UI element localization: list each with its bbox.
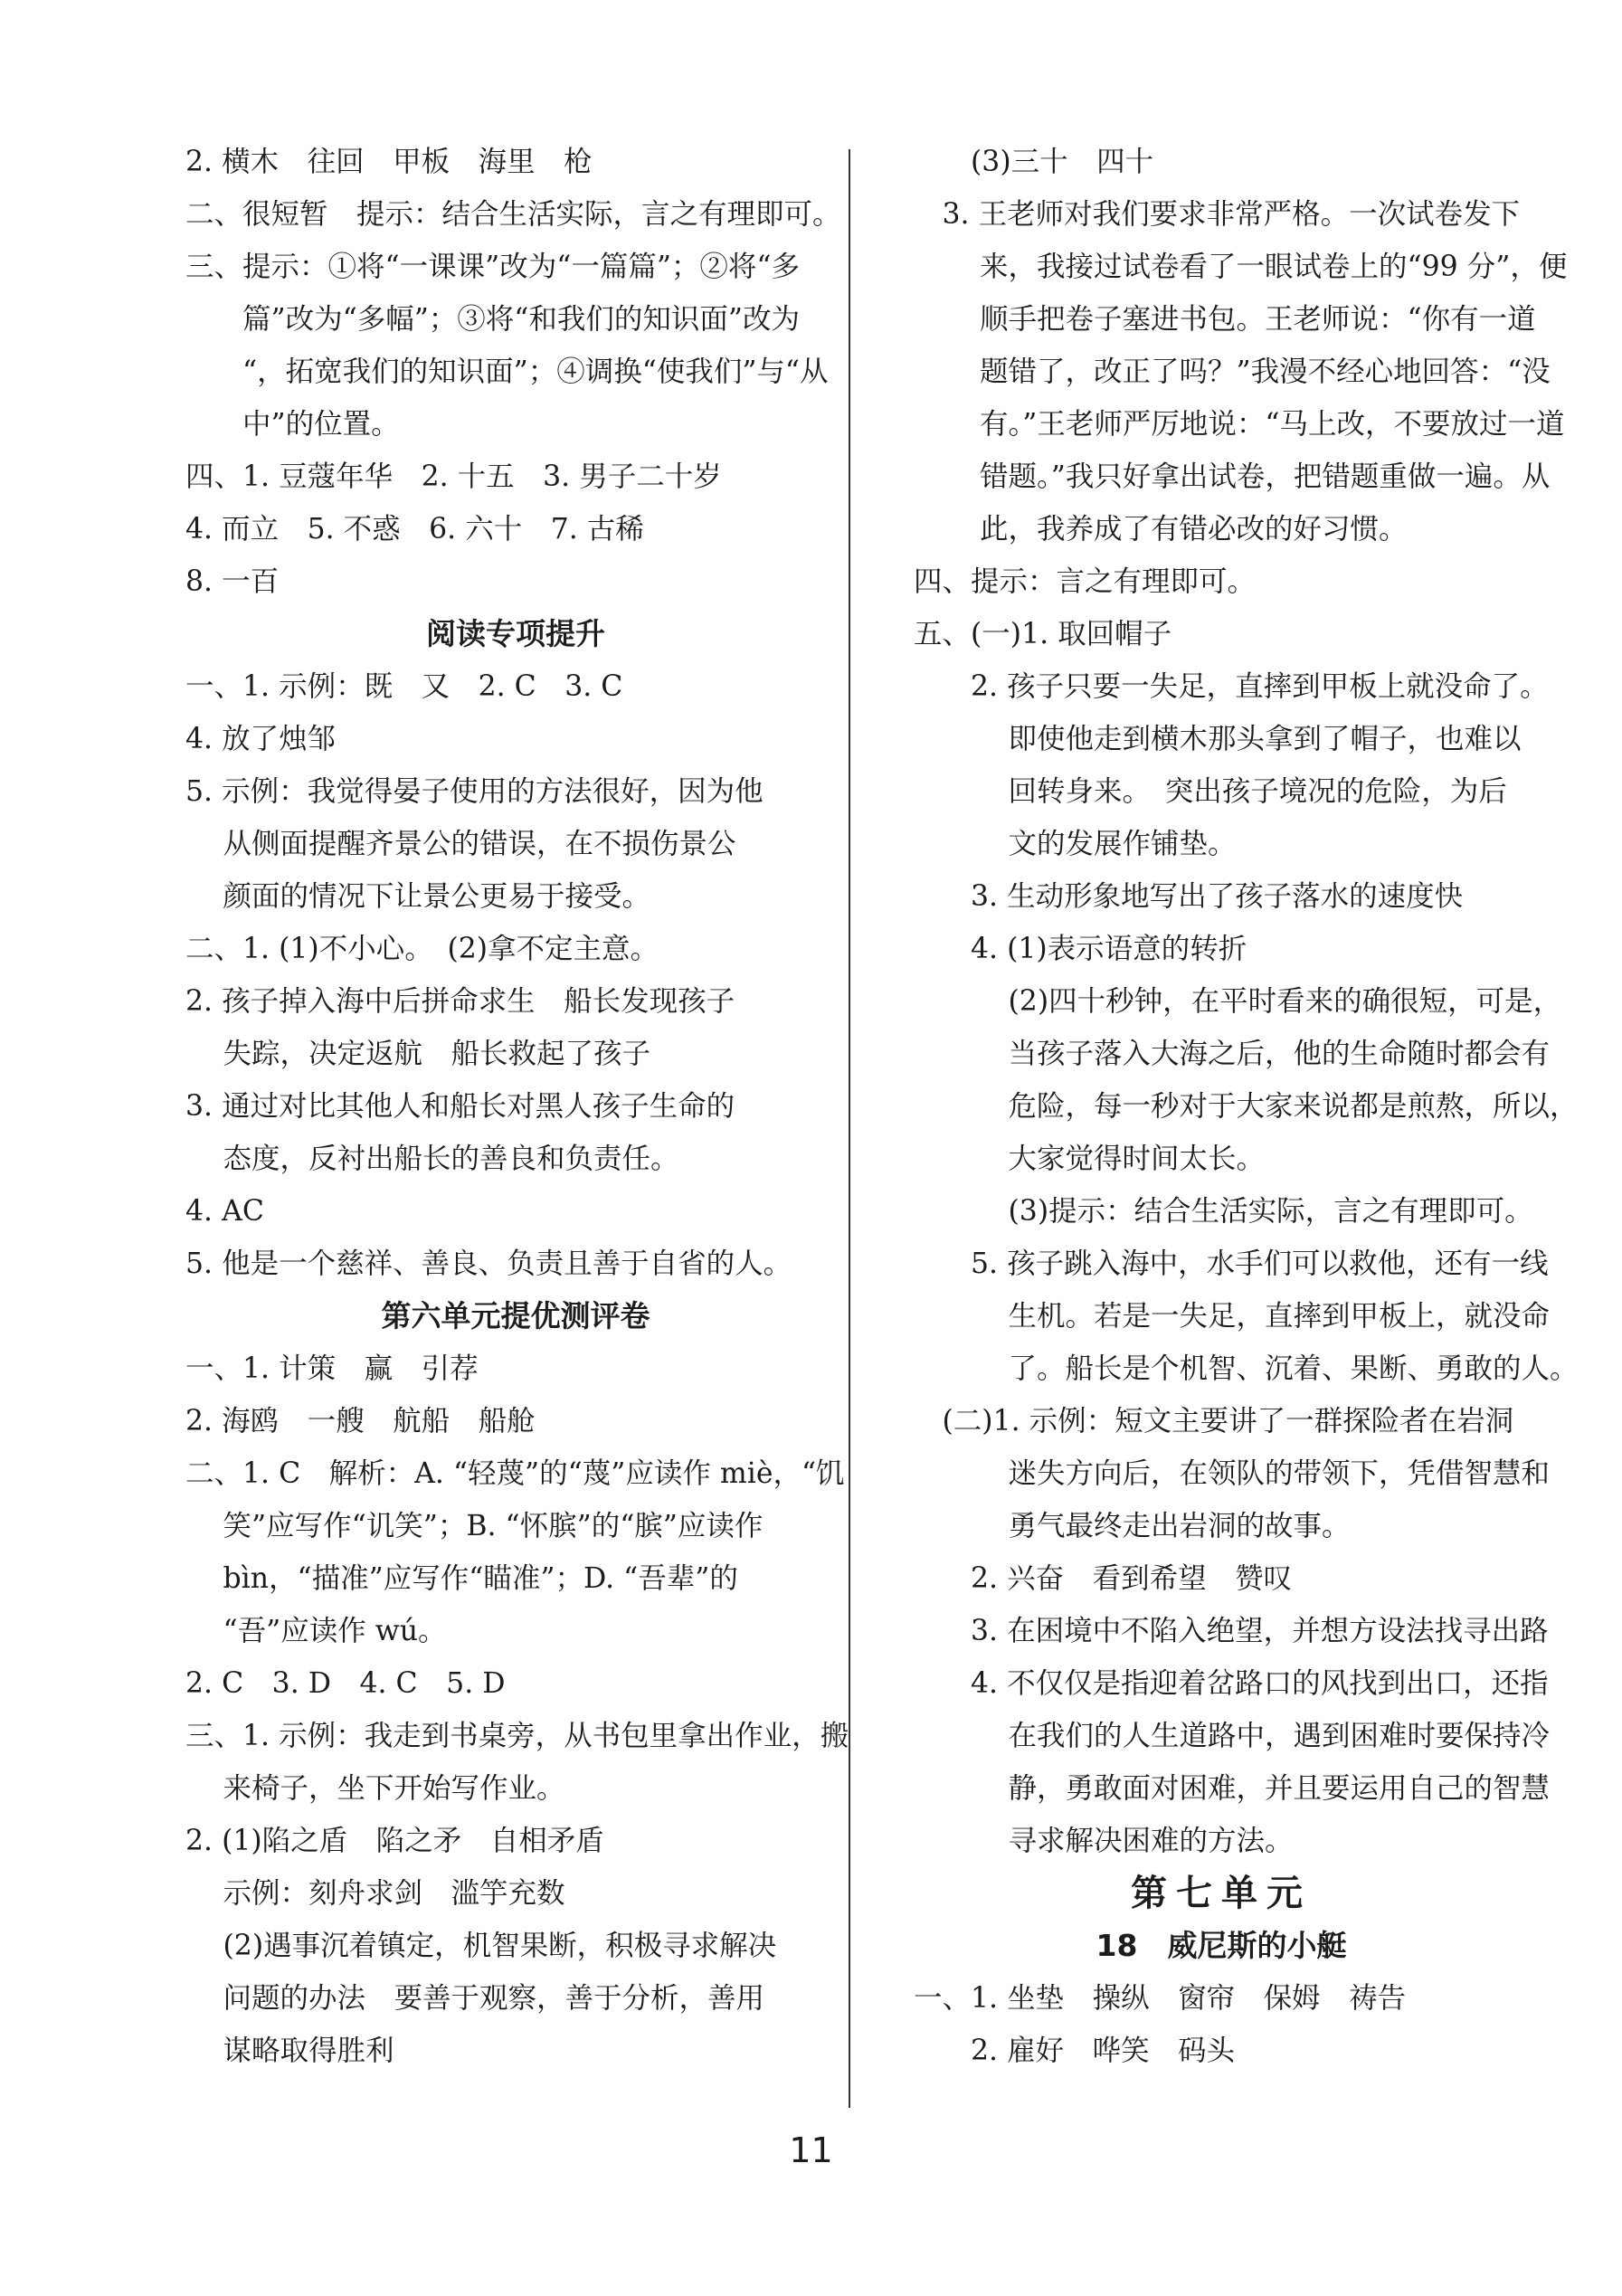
- page-number: 11: [789, 2130, 833, 2170]
- answer-line: 笑”应写作“讥笑”；B. “怀膑”的“膑”应读作: [185, 1510, 764, 1542]
- answer-line: 静，勇敢面对困难，并且要运用自己的智慧: [914, 1772, 1551, 1805]
- answer-line: 示例：刻舟求剑 滥竽充数: [185, 1877, 565, 1910]
- answer-line: 2. 雇好 哗笑 码头: [914, 2035, 1236, 2067]
- column-divider: [849, 149, 850, 2108]
- answer-line: 4. 不仅仅是指迎着岔路口的风找到出口，还指: [914, 1667, 1549, 1700]
- answer-line: “，拓宽我们的知识面”；④调换“使我们”与“从: [185, 356, 829, 388]
- answer-line: 4. 而立 5. 不惑 6. 六十 7. 古稀: [185, 513, 644, 546]
- answer-line: 2. 孩子掉入海中后拼命求生 船长发现孩子: [185, 985, 735, 1018]
- answer-line: (2)四十秒钟，在平时看来的确很短，可是，: [914, 985, 1562, 1018]
- answer-line: 生机。若是一失足，直摔到甲板上，就没命: [914, 1300, 1551, 1333]
- answer-line: 3. 王老师对我们要求非常严格。一次试卷发下: [914, 198, 1521, 231]
- section-heading: 第七单元: [1131, 1873, 1312, 1914]
- answer-line: 二、1. C 解析：A. “轻蔑”的“蔑”应读作 miè，“饥: [185, 1457, 845, 1490]
- answer-line: 三、提示：①将“一课课”改为“一篇篇”；②将“多: [185, 251, 801, 283]
- answer-line: 5. 示例：我觉得晏子使用的方法很好，因为他: [185, 775, 764, 808]
- answer-line: 3. 通过对比其他人和船长对黑人孩子生命的: [185, 1090, 735, 1123]
- answer-line: 勇气最终走出岩洞的故事。: [914, 1510, 1351, 1542]
- answer-line: 二、1. (1)不小心。 (2)拿不定主意。: [185, 933, 659, 965]
- answer-line: 大家觉得时间太长。: [914, 1143, 1266, 1175]
- answer-line: 错题。”我只好拿出试卷，把错题重做一遍。从: [914, 460, 1551, 493]
- answer-line: 4. AC: [185, 1195, 264, 1228]
- answer-line: 从侧面提醒齐景公的错误，在不损伤景公: [185, 828, 736, 860]
- answer-line: 问题的办法 要善于观察，善于分析，善用: [185, 1982, 765, 2015]
- answer-line: 一、1. 计策 赢 引荐: [185, 1352, 479, 1385]
- answer-line: 二、很短暂 提示：结合生活实际，言之有理即可。: [185, 198, 841, 231]
- answer-line: (二)1. 示例：短文主要讲了一群探险者在岩洞: [914, 1405, 1514, 1437]
- section-heading: 第六单元提优测评卷: [381, 1298, 650, 1333]
- answer-line: 五、(一)1. 取回帽子: [914, 618, 1172, 650]
- answer-line: 顺手把卷子塞进书包。王老师说：“你有一道: [914, 303, 1536, 336]
- answer-line: 中”的位置。: [185, 408, 400, 441]
- answer-line: 2. 兴奋 看到希望 赞叹: [914, 1562, 1293, 1595]
- answer-line: 5. 孩子跳入海中，水手们可以救他，还有一线: [914, 1248, 1549, 1280]
- answer-line: 有。”王老师严厉地说：“马上改，不要放过一道: [914, 408, 1565, 441]
- answer-line: 5. 他是一个慈祥、善良、负责且善于自省的人。: [185, 1248, 792, 1280]
- answer-line: 一、1. 坐垫 操纵 窗帘 保姆 祷告: [914, 1982, 1407, 2015]
- answer-line: “吾”应读作 wú。: [185, 1615, 447, 1647]
- answer-line: 文的发展作铺垫。: [914, 828, 1237, 860]
- answer-line: 谋略取得胜利: [185, 2035, 394, 2067]
- answer-line: 了。船长是个机智、沉着、果断、勇敢的人。: [914, 1352, 1579, 1385]
- answer-line: 此，我养成了有错必改的好习惯。: [914, 513, 1408, 546]
- answer-line: 来，我接过试卷看了一眼试卷上的“99 分”，便: [914, 251, 1568, 283]
- answer-line: 一、1. 示例：既 又 2. C 3. C: [185, 670, 623, 703]
- answer-line: (2)遇事沉着镇定，机智果断，积极寻求解决: [185, 1930, 777, 1962]
- answer-line: 来椅子，坐下开始写作业。: [185, 1772, 565, 1805]
- answer-line: 态度，反衬出船长的善良和负责任。: [185, 1143, 679, 1175]
- answer-line: bìn，“描准”应写作“瞄准”；D. “吾辈”的: [185, 1562, 738, 1595]
- answer-line: 2. 海鸥 一艘 航船 船舱: [185, 1405, 536, 1437]
- answer-line: 三、1. 示例：我走到书桌旁，从书包里拿出作业，搬: [185, 1720, 849, 1752]
- section-heading: 18 威尼斯的小艇: [1096, 1928, 1347, 1963]
- answer-line: 4. (1)表示语意的转折: [914, 933, 1247, 965]
- answer-line: (3)提示：结合生活实际，言之有理即可。: [914, 1195, 1533, 1228]
- section-heading: 阅读专项提升: [426, 616, 605, 651]
- answer-line: 3. 在困境中不陷入绝望，并想方设法找寻出路: [914, 1615, 1549, 1647]
- answer-line: 4. 放了烛邹: [185, 723, 337, 755]
- answer-line: 2. C 3. D 4. C 5. D: [185, 1667, 506, 1700]
- answer-line: 回转身来。 突出孩子境况的危险，为后: [914, 775, 1507, 808]
- answer-line: 在我们的人生道路中，遇到困难时要保持冷: [914, 1720, 1551, 1752]
- answer-line: 2. 横木 往回 甲板 海里 枪: [185, 146, 593, 178]
- answer-line: 当孩子落入大海之后，他的生命随时都会有: [914, 1038, 1551, 1070]
- answer-line: 颜面的情况下让景公更易于接受。: [185, 880, 651, 913]
- left-column: [185, 136, 849, 2077]
- answer-line: 2. (1)陷之盾 陷之矛 自相矛盾: [185, 1825, 604, 1857]
- answer-line: (3)三十 四十: [914, 146, 1154, 178]
- answer-line: 即使他走到横木那头拿到了帽子，也难以: [914, 723, 1522, 755]
- answer-line: 四、1. 豆蔻年华 2. 十五 3. 男子二十岁: [185, 460, 722, 493]
- answer-line: 3. 生动形象地写出了孩子落水的速度快: [914, 880, 1464, 913]
- answer-line: 2. 孩子只要一失足，直摔到甲板上就没命了。: [914, 670, 1549, 703]
- answer-line: 篇”改为“多幅”；③将“和我们的知识面”改为: [185, 303, 801, 336]
- answer-line: 四、提示：言之有理即可。: [914, 565, 1257, 598]
- answer-line: 失踪，决定返航 船长救起了孩子: [185, 1038, 651, 1070]
- answer-line: 危险，每一秒对于大家来说都是煎熬，所以，: [914, 1090, 1579, 1123]
- answer-line: 寻求解决困难的方法。: [914, 1825, 1294, 1857]
- answer-line: 8. 一百: [185, 565, 280, 598]
- answer-line: 题错了，改正了吗？”我漫不经心地回答：“没: [914, 356, 1551, 388]
- answer-line: 迷失方向后，在领队的带领下，凭借智慧和: [914, 1457, 1551, 1490]
- right-column: [914, 136, 1579, 2077]
